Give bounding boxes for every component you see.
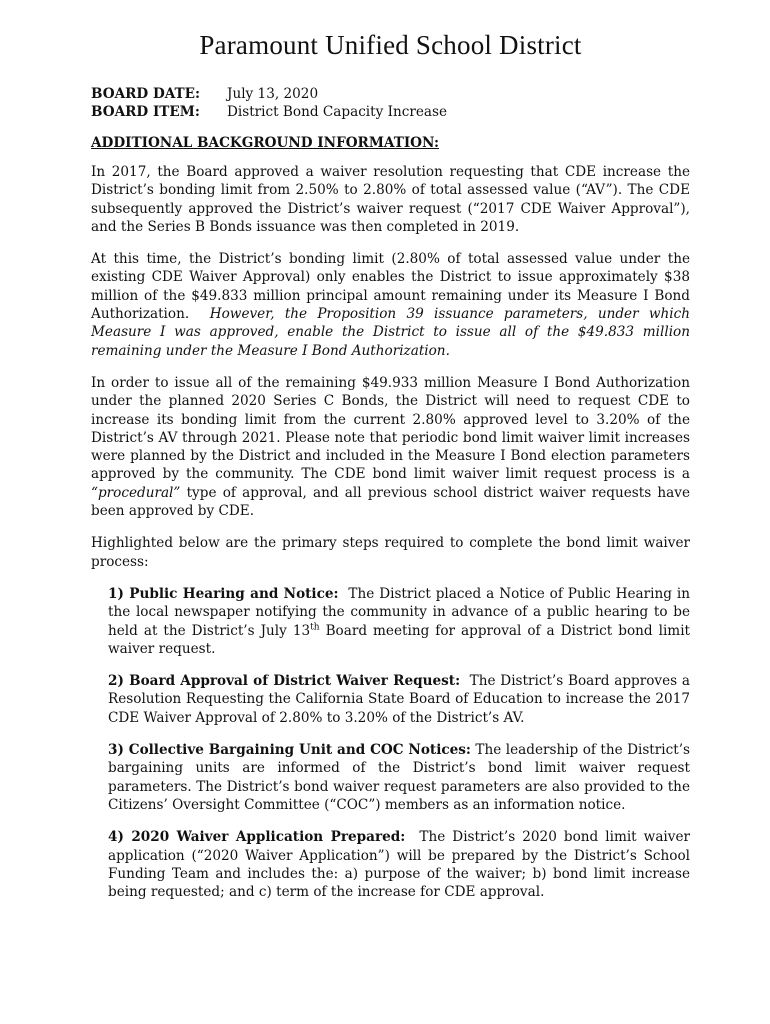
board-item-row [91,103,690,121]
step-text: The District’s 2020 bond limit waiver application (“2020 Waiver Application”) will be prepared by the District’s School Funding Team and includes the: a) purpose of the waiver; b) bond limit increase being requested; and c) term of the increase for CDE approval. [108,829,690,901]
paragraph-2 [91,250,690,360]
paragraph-3 [91,374,690,520]
paragraph-3-italic-text: “procedural” [91,484,181,501]
ordinal-suffix: th [310,622,320,632]
board-date-label: BOARD DATE: [91,86,201,102]
paragraph-2-text: At this time, the District’s bonding limit (2.80% of total assessed value under the existing CDE Waiver Approval) only enables the District to issue approximately $38 million of the $49.833 million principal amount remaining under its Measure I Bond Authorization. [91,251,690,323]
step-heading: 3) Collective Bargaining Unit and COC Notices: [108,742,471,759]
step-heading: 2) Board Approval of District Waiver Request: [108,673,461,690]
step-item [108,828,690,901]
step-heading: 4) 2020 Waiver Application Prepared: [108,829,406,846]
step-text: The leadership of the District’s bargaining units are informed of the District’s bond limit waiver request parameters. The District’s bond waiver request parameters are also provided to the Citizens’ Oversight Committee (“COC”) members as an information notice. [108,742,690,813]
step-text-a: The District placed a Notice of Public Hearing in the local newspaper notifying the community in advance of a public hearing to be held at the District’s July 13 [108,585,690,639]
step-item [108,672,690,727]
step-item [108,741,690,814]
board-date-value: July 13, 2020 [227,86,319,102]
board-item-value: District Bond Capacity Increase [227,104,448,120]
step-item [108,585,690,658]
section-heading: ADDITIONAL BACKGROUND INFORMATION: [91,135,439,151]
board-item-label: BOARD ITEM: [91,104,200,120]
paragraph-2-italic-text: However, the Proposition 39 issuance parameters, under which Measure I was approved, enable the District to issue all of the $49.833 million remaining under the Measure I Bond Authorization. [91,306,690,359]
page-title: Paramount Unified School District [199,30,582,60]
step-text: The District’s Board approves a Resolution Requesting the California State Board of Education to increase the 2017 CDE Waiver Approval of 2.80% to 3.20% of the District’s AV. [108,673,691,726]
board-date-row [91,85,690,103]
step-text-b: Board meeting for approval of a District bond limit waiver request. [108,622,691,657]
step-heading: 1) Public Hearing and Notice: [108,585,339,602]
paragraph-3-text-a: In order to issue all of the remaining $49.933 million Measure I Bond Authorization under the planned 2020 Series C Bonds, the District will need to request CDE to increase its bonding limit from the current 2.80% approved level to 3.20% of the District’s AV through 2021. Please note that periodic bond limit waiver limit increases were planned by the District and included in the Measure I Bond election parameters approved by the community. The CDE bond limit waiver limit request process is a [91,374,690,483]
paragraph-1: In 2017, the Board approved a waiver resolution requesting that CDE increase the District’s bonding limit from 2.50% to 2.80% of total assessed value (“AV”). The CDE subsequently approved the District’s waiver request (“2017 CDE Waiver Approval”), and the Series B Bonds issuance was then completed in 2019. [91,164,690,235]
paragraph-3-text-b: type of approval, and all previous school district waiver requests have been approved by CDE. [91,484,690,520]
board-meta [91,85,690,121]
paragraph-4: Highlighted below are the primary steps required to complete the bond limit waiver process: [91,535,690,570]
steps-list [91,585,690,901]
